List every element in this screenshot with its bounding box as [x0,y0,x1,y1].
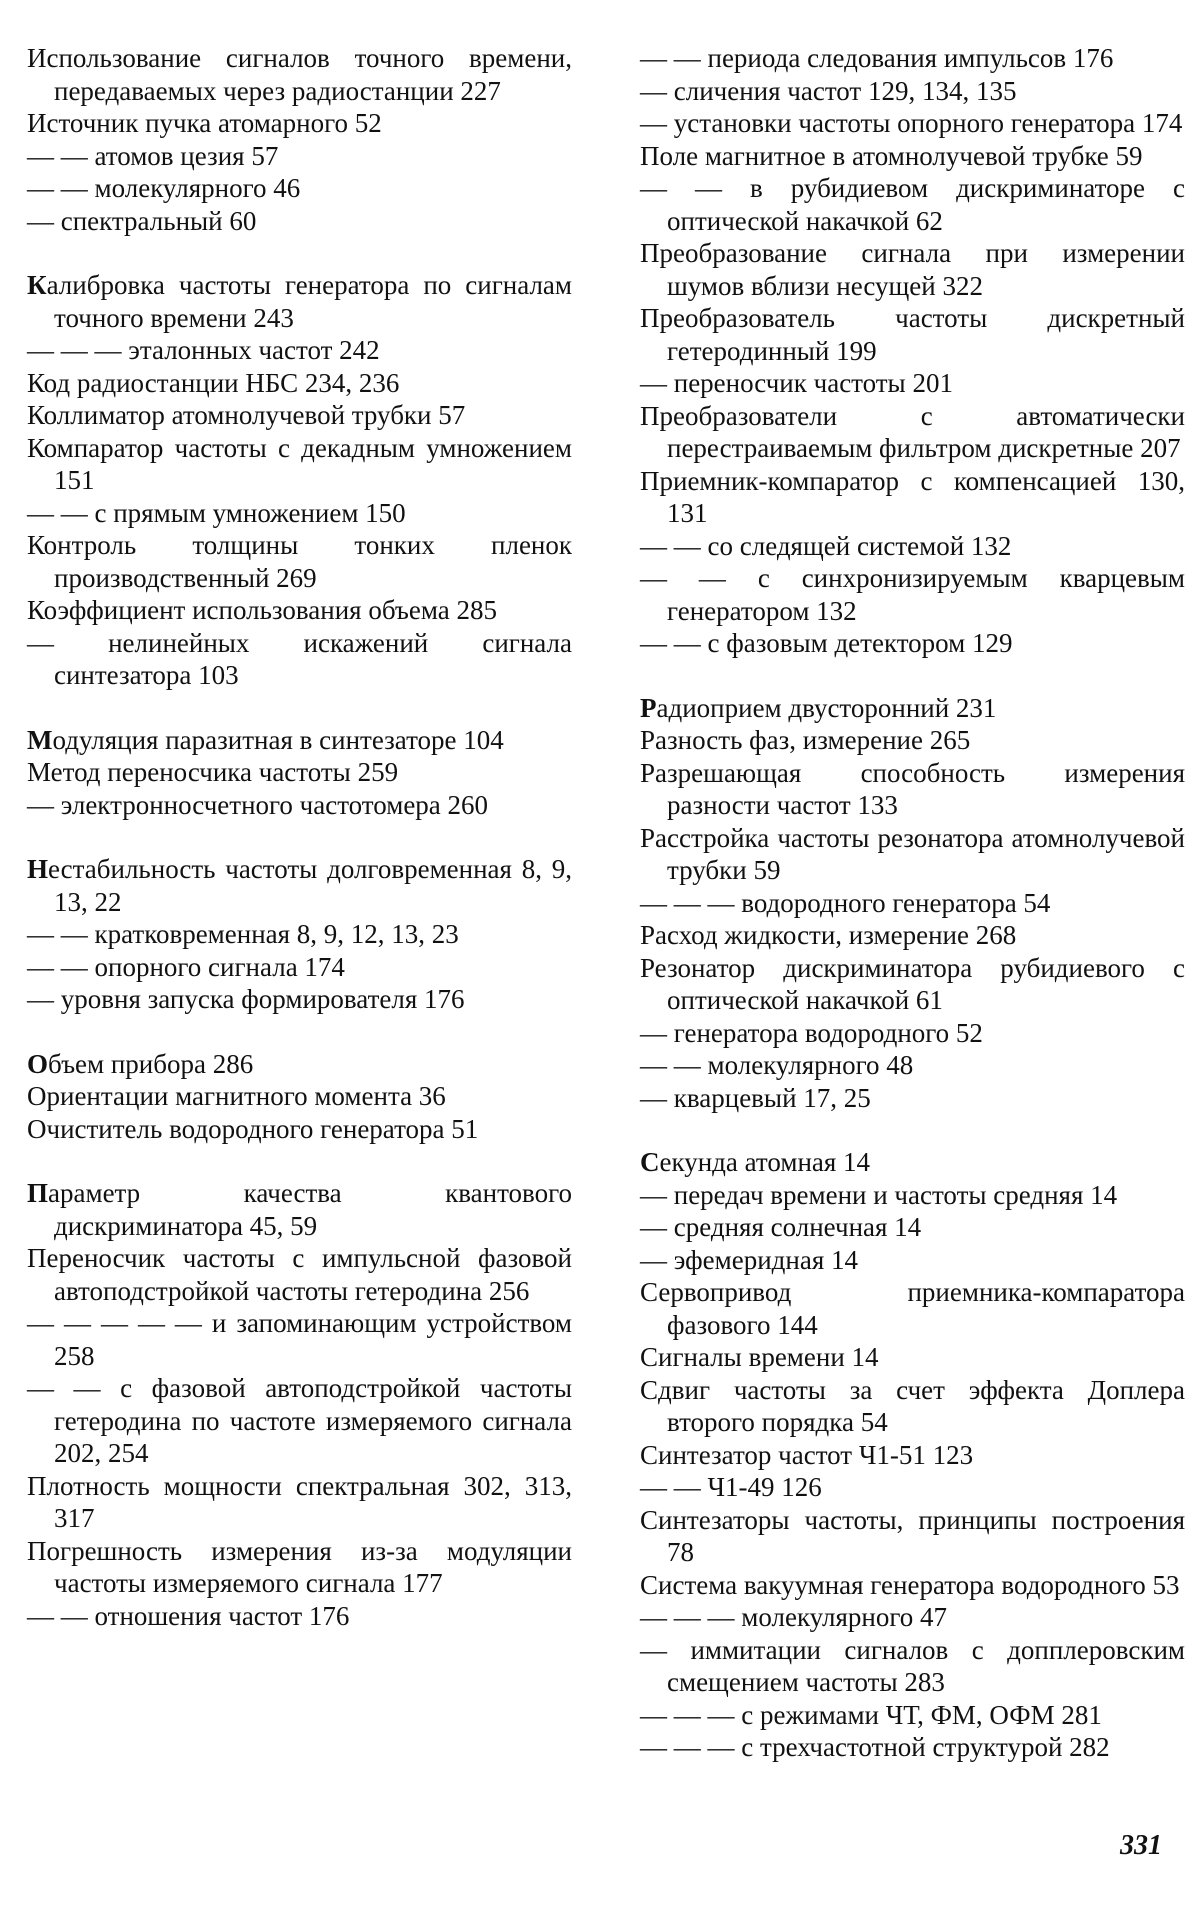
index-entry [640,692,1185,725]
index-entry [27,1080,572,1113]
index-entry [640,140,1185,173]
index-entry-text: — — со следящей системой 132 [640,530,1012,561]
index-entry [27,172,572,205]
index-entry-text: Плотность мощности спектральная 302, 313, 317 [27,1470,572,1533]
index-entry [640,1244,1185,1277]
index-entry-text: — — молекулярного 48 [640,1050,914,1080]
index-entry-text: — сличения частот 129, 134, 135 [640,75,1017,106]
index-entry-text: — — Ч1-49 126 [640,1472,822,1502]
index-entry [27,789,572,822]
section-initial: П [27,1178,49,1208]
index-entry-text: Ориентации магнитного момента 36 [27,1081,446,1111]
index-entry [640,302,1185,367]
index-entry-text: — — — с режимами ЧТ, ФМ, ОФМ 281 [640,1699,1102,1730]
section-gap [27,1145,572,1177]
index-entry [640,530,1185,563]
index-entry [27,918,572,951]
index-entry-text: Компаратор частоты с декадным умножением 151 [27,432,572,495]
index-entry-text: Коэффициент использования объема 285 [27,595,497,625]
index-entry [27,42,572,107]
index-entry-text: араметр качества квантового дискриминатора 45, 59 [48,1178,572,1241]
index-entry-text: — — — водородного генератора 54 [640,887,1051,918]
index-entry-text: Разность фаз, измерение 265 [640,725,971,755]
index-entry-text: — эфемеридная 14 [640,1244,859,1275]
index-entry [640,627,1185,660]
index-entry [27,1535,572,1600]
index-entry [27,1470,572,1535]
index-entry [27,756,572,789]
index-entry [640,1374,1185,1439]
index-entry [27,1177,572,1242]
index-entry [27,724,572,757]
index-entry-text: — спектральный 60 [27,205,257,236]
index-entry [640,42,1185,75]
section-gap [27,821,572,853]
index-entry [27,107,572,140]
index-entry-text: Разрешающая способность измерения разности частот 133 [640,757,1185,820]
index-entry-text: Синтезатор частот Ч1-51 123 [640,1439,974,1470]
index-entry-text: — электронносчетного частотомера 260 [27,789,489,820]
index-entry-text: бъем прибора 286 [48,1048,254,1079]
index-entry-text: Использование сигналов точного времени, передаваемых через радиостанции 227 [27,43,572,106]
section-initial: О [27,1048,49,1079]
index-entry [640,1471,1185,1504]
index-entry [640,1211,1185,1244]
section-gap [640,660,1185,692]
index-column-left [27,42,572,1632]
index-entry-text: — генератора водородного 52 [640,1017,983,1048]
index-entry-text: Резонатор дискриминатора рубидиевого с оптической накачкой 61 [640,952,1185,1015]
index-entry [27,1242,572,1307]
section-initial: С [640,1147,660,1177]
index-entry [640,465,1185,530]
index-entry [27,334,572,367]
index-entry-text: — передач времени и частоты средняя 14 [640,1179,1118,1210]
index-entry-text: Метод переносчика частоты 259 [27,757,399,787]
index-entry [640,1146,1185,1179]
index-entry [640,952,1185,1017]
index-entry-text: — — кратковременная 8, 9, 12, 13, 23 [27,919,459,949]
index-entry-text: Расход жидкости, измерение 268 [640,920,1017,950]
index-entry-text: екунда атомная 14 [659,1147,871,1177]
index-entry-text: адиоприем двусторонний 231 [656,692,997,723]
index-entry [640,75,1185,108]
index-entry-text: — — молекулярного 46 [27,173,301,203]
index-entry [27,529,572,594]
index-entry-text: — — с синхронизируемым кварцевым генератором 132 [640,563,1185,626]
index-entry [640,1082,1185,1115]
index-entry-text: — — отношения частот 176 [27,1600,350,1631]
index-entry-text: — средняя солнечная 14 [640,1212,922,1242]
index-entry-text: Преобразователи с автоматически перестраиваемым фильтром дискретные 207 [640,400,1185,463]
index-entry-text: — — в рубидиевом дискриминаторе с оптической накачкой 62 [640,173,1185,236]
index-entry-text: — — — — — и запоминающим устройством 258 [27,1308,572,1371]
index-entry [640,237,1185,302]
index-entry [27,1372,572,1470]
index-entry-text: — иммитации сигналов с допплеровским смещением частоты 283 [640,1634,1185,1697]
index-entry [27,399,572,432]
index-entry-text: Коллиматор атомнолучевой трубки 57 [27,400,466,430]
index-entry-text: Сигналы времени 14 [640,1342,879,1372]
section-initial: Р [640,692,657,723]
index-entry [640,1276,1185,1341]
index-entry [640,1569,1185,1602]
index-entry [640,757,1185,822]
index-entry [640,1017,1185,1050]
index-entry-text: Код радиостанции НБС 234, 236 [27,367,400,398]
index-entry [640,919,1185,952]
index-entry [27,951,572,984]
index-entry [27,853,572,918]
index-entry [640,724,1185,757]
page-number: 331 [1120,1830,1162,1861]
section-gap [27,1016,572,1048]
index-entry [640,1341,1185,1374]
index-entry [27,269,572,334]
section-gap [27,237,572,269]
index-entry-text: — уровня запуска формирователя 176 [27,984,465,1014]
index-entry-text: — — — с трехчастотной структурой 282 [640,1732,1110,1762]
section-gap [640,1114,1185,1146]
section-initial: Н [27,854,49,884]
index-entry [27,367,572,400]
index-entry [640,562,1185,627]
index-entry-text: Контроль толщины тонких пленок производственный 269 [27,530,572,593]
index-entry [27,1048,572,1081]
index-entry-text: — — с фазовым детектором 129 [640,628,1013,658]
index-column-right [640,42,1185,1764]
index-entry-text: — нелинейных искажений сигнала синтезатора 103 [27,627,572,690]
index-entry-text: Сервопривод приемника-компаратора фазового 144 [640,1277,1185,1340]
index-entry-text: Приемник-компаратор с компенсацией 130, 131 [640,465,1185,528]
index-entry [640,367,1185,400]
index-entry-text: — переносчик частоты 201 [640,368,953,398]
index-entry-text: Синтезаторы частоты, принципы построения 78 [640,1504,1185,1567]
index-entry-text: — — атомов цезия 57 [27,140,279,171]
index-entry [640,1179,1185,1212]
index-entry [27,983,572,1016]
index-entry-text: — — опорного сигнала 174 [27,951,345,982]
index-entry [27,1600,572,1633]
index-entry [640,822,1185,887]
index-entry-text: Сдвиг частоты за счет эффекта Доплера второго порядка 54 [640,1374,1185,1437]
index-entry-text: Переносчик частоты с импульсной фазовой автоподстройкой частоты гетеродина 256 [27,1243,572,1306]
index-entry [640,1439,1185,1472]
index-entry [640,887,1185,920]
index-entry [640,400,1185,465]
index-entry-text: Поле магнитное в атомнолучевой трубке 59 [640,140,1143,171]
index-entry [640,1699,1185,1732]
section-initial: К [27,270,47,300]
index-entry-text: Погрешность измерения из-за модуляции частоты измеряемого сигнала 177 [27,1535,572,1598]
index-entry [27,497,572,530]
index-entry-text: алибровка частоты генератора по сигналам точного времени 243 [46,270,572,333]
index-entry [640,1634,1185,1699]
index-entry-text: Источник пучка атомарного 52 [27,108,382,138]
index-entry [27,1307,572,1372]
index-entry-text: Очиститель водородного генератора 51 [27,1113,479,1144]
index-entry [640,1049,1185,1082]
index-entry-text: — установки частоты опорного генератора 174 [640,108,1183,138]
index-entry [27,205,572,238]
index-entry [27,432,572,497]
index-entry-text: — — с фазовой автоподстройкой частоты гетеродина по частоте измеряемого сигнала 202, 254 [27,1373,572,1468]
index-entry [640,1601,1185,1634]
index-entry-text: одуляция паразитная в синтезаторе 104 [52,724,504,755]
index-entry [27,1113,572,1146]
index-entry [27,140,572,173]
index-entry [640,107,1185,140]
index-entry [27,627,572,692]
index-entry-text: — — с прямым умножением 150 [27,497,406,528]
index-entry-text: Преобразователь частоты дискретный гетеродинный 199 [640,303,1185,366]
section-initial: М [27,724,53,755]
index-entry-text: естабильность частоты долговременная 8, 9, 13, 22 [48,854,572,917]
index-entry [27,594,572,627]
index-entry [640,1731,1185,1764]
section-gap [27,692,572,724]
index-entry [640,1504,1185,1569]
index-entry-text: Система вакуумная генератора водородного 53 [640,1569,1180,1600]
index-entry-text: — — периода следования импульсов 176 [640,43,1114,73]
index-entry-text: — — — эталонных частот 242 [27,335,380,365]
index-entry-text: Расстройка частоты резонатора атомнолучевой трубки 59 [640,822,1185,885]
index-entry-text: — кварцевый 17, 25 [640,1082,871,1113]
index-entry [640,172,1185,237]
index-entry-text: — — — молекулярного 47 [640,1602,947,1632]
index-entry-text: Преобразование сигнала при измерении шумов вблизи несущей 322 [640,238,1185,301]
